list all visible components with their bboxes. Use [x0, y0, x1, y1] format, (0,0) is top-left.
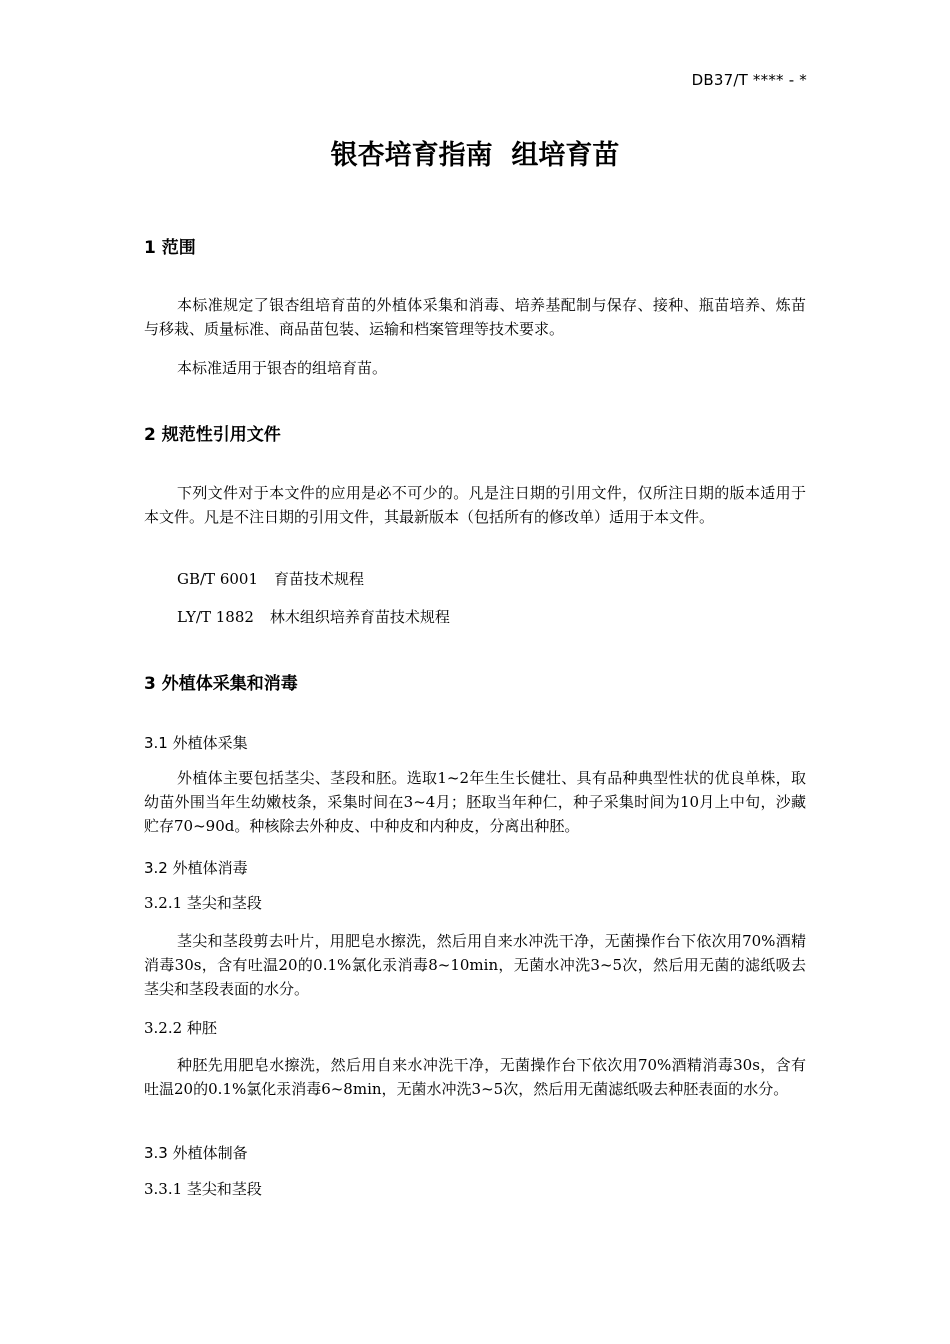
section-1-heading: 1 范围: [144, 238, 196, 258]
reference-item: [177, 606, 450, 627]
section-3-2-2-heading: 3.2.2 种胚: [144, 1019, 217, 1037]
section-1-paragraph-1: 本标准规定了银杏组培育苗的外植体采集和消毒、培养基配制与保存、接种、瓶苗培养、炼苗与移栽、质量标准、商品苗包装、运输和档案管理等技术要求。: [144, 296, 806, 338]
section-3-2-1-paragraph: 茎尖和茎段剪去叶片，用肥皂水擦洗，然后用自来水冲洗干净，无菌操作台下依次用70%酒精消毒30s，含有吐温20的0.1%氯化汞消毒8~10min，无菌水冲洗3~5次，然后用无菌的滤纸吸去茎尖和茎段表面的水分。: [144, 932, 806, 998]
section-3-2-2-paragraph: 种胚先用肥皂水擦洗，然后用自来水冲洗干净，无菌操作台下依次用70%酒精消毒30s，含有吐温20的0.1%氯化汞消毒6~8min，无菌水冲洗3~5次，然后用无菌滤纸吸去种胚表面的水分。: [144, 1056, 806, 1098]
section-3-heading: 3 外植体采集和消毒: [144, 674, 298, 694]
section-1-paragraph-2: 本标准适用于银杏的组培育苗。: [177, 359, 388, 377]
document-title: 银杏培育指南 组培育苗: [330, 140, 620, 171]
section-3-1-paragraph: 外植体主要包括茎尖、茎段和胚。选取1~2年生生长健壮、具有品种典型性状的优良单株，取幼苗外围当年生幼嫩枝条，采集时间在3~4月；胚取当年种仁，种子采集时间为10月上中旬，沙藏贮存70~90d。种核除去外种皮、中种皮和内种皮，分离出种胚。: [144, 769, 806, 835]
section-2-paragraph-1: 下列文件对于本文件的应用是必不可少的。凡是注日期的引用文件，仅所注日期的版本适用于本文件。凡是不注日期的引用文件，其最新版本（包括所有的修改单）适用于本文件。: [144, 484, 806, 526]
section-3-2-heading: 3.2 外植体消毒: [144, 859, 248, 877]
reference-code: GB/T 6001: [177, 570, 259, 588]
reference-code: LY/T 1882: [177, 608, 254, 626]
reference-title: 林木组织培养育苗技术规程: [269, 608, 450, 626]
section-2-heading: 2 规范性引用文件: [144, 425, 281, 445]
section-3-1-heading: 3.1 外植体采集: [144, 734, 248, 752]
section-3-3-1-heading: 3.3.1 茎尖和茎段: [144, 1180, 262, 1198]
reference-title: 育苗技术规程: [274, 570, 365, 588]
standard-code: DB37/T **** - *: [691, 71, 807, 89]
section-3-3-heading: 3.3 外植体制备: [144, 1144, 248, 1162]
section-3-2-1-heading: 3.2.1 茎尖和茎段: [144, 894, 262, 912]
reference-item: [177, 568, 364, 589]
